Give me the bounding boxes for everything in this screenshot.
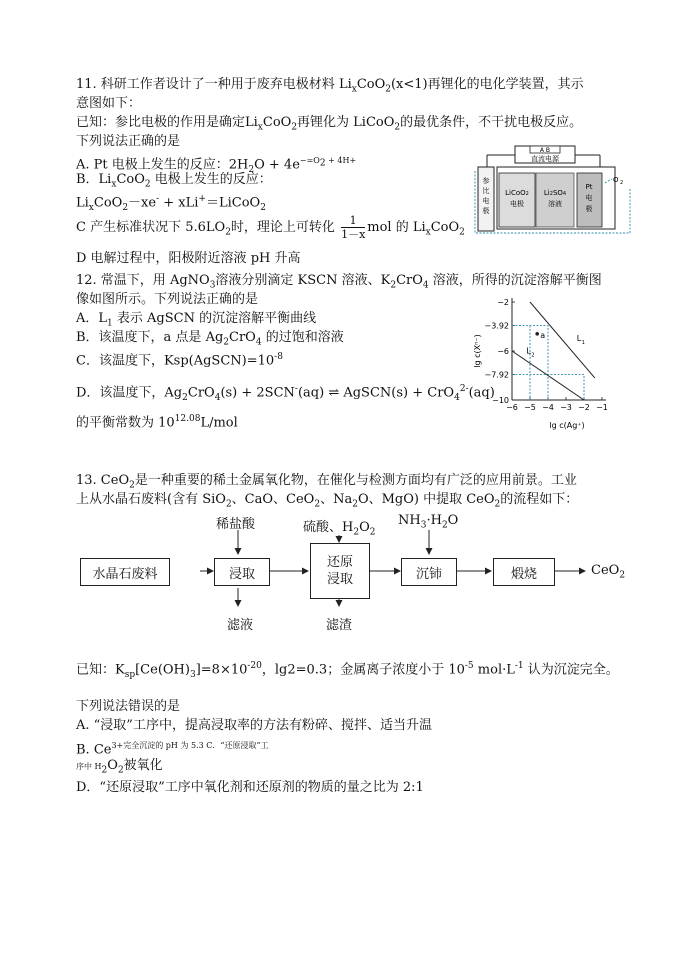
series-label-l1-sub: 1 [581, 340, 585, 347]
flow-box-raw-material: 水晶石废料 [80, 558, 170, 586]
y-tick-label: −3.92 [484, 321, 509, 331]
q11-ask: 下列说法正确的是 [76, 134, 181, 149]
q13-option-b: B. $Ce^{3+完全沉淀的 pH 为 5.3 C.“还原浸取”工}$ [76, 741, 269, 758]
x-tick-label: −2 [578, 403, 590, 412]
q11-stem-line1: 11. 科研工作者设计了一种用于废弃电极材料 $Li_xCoO_2(x<1)$再锂化的电化学装置，其示 [76, 77, 584, 95]
series-label-l2: L [526, 346, 531, 356]
y-tick-label: −6 [497, 347, 509, 356]
svg-text:O: O [613, 176, 619, 184]
series-label-l2-sub: 2 [531, 352, 535, 359]
svg-text:A B: A B [539, 147, 551, 154]
q12-option-d-line2: 的平衡常数为 $10^{12.08}L$/mol [76, 414, 238, 431]
fraction: $\frac{1}{1-x}$ [341, 214, 366, 241]
x-tick-label: −4 [542, 403, 554, 412]
q12-stem-line1: 12. 常温下，用 AgNO$_3$溶液分别滴定 KSCN 溶液、$K_2CrO_4$ 溶液，所得的沉淀溶解平衡图 [76, 273, 602, 291]
y-tick-label: −2 [497, 298, 509, 307]
x-tick-label: −5 [524, 403, 536, 412]
flow-input-h2so4-h2o2: 硫酸、$H_2O_2$ [303, 520, 376, 538]
q11-option-c: C 产生标准状况下 $5.6LO_2$时，理论上可转化 $\frac{1}{1-x}$ mol 的 $Li_xCoO_2$ [76, 214, 465, 241]
svg-text:参: 参 [482, 177, 490, 185]
point-a-label: a [540, 330, 546, 340]
x-tick-label: −1 [596, 403, 608, 412]
flow-output-ceo2: CeO$_2$ [591, 563, 626, 581]
svg-text:极: 极 [585, 205, 593, 213]
q13-option-d: D．“还原浸取”工序中氧化剂和还原剂的物质的量之比为 2:1 [76, 780, 424, 795]
svg-text:极: 极 [482, 207, 490, 215]
flow-box-reductive-leaching: 还原 浸取 [310, 543, 370, 599]
x-tick-label: −3 [560, 403, 572, 412]
y-tick-label: −7.92 [484, 370, 509, 380]
q11-option-b-equation: $Li_xCoO_2-xe^-$ + xLi+＝LiCoO$_2$ [76, 194, 266, 213]
svg-text:Pt: Pt [585, 183, 593, 191]
svg-text:电: 电 [482, 197, 490, 205]
svg-text:直流电源: 直流电源 [531, 155, 559, 163]
q11-option-a: A. Pt 电极上发生的反应：$2H_2O + 4e^{-=O_2 + 4H+}$ [76, 156, 357, 175]
series-label-l1: L [576, 334, 582, 344]
q11-option-d: D 电解过程中，阳极附近溶液 pH 升高 [76, 251, 301, 266]
q11-known: 已知：参比电极的作用是确定$Li_xCoO_2$再锂化为 LiCoO$_2$的最优条件，不干扰电极反应。 [76, 115, 583, 133]
q12-option-d: D．该温度下，$Ag_2CrO_4(s) + 2SCN^-(aq)$ ⇌ AgSCN(s) + CrO$_4^{2-}$(aq) [76, 384, 495, 403]
y-axis-label: lg c(Xⁿ⁻) [473, 334, 482, 368]
flow-output-residue: 滤渣 [326, 618, 353, 633]
q13-stem-line1: 13. CeO$_2$是一种重要的稀土金属氧化物，在催化与检测方面均有广泛的应用前景。工业 [76, 473, 577, 491]
flow-box-leaching: 浸取 [214, 558, 270, 586]
svg-text:电: 电 [585, 194, 593, 202]
svg-text:2: 2 [620, 180, 624, 186]
flow-input-hcl: 稀盐酸 [216, 517, 256, 532]
q13-option-a: A. “浸取”工序中，提高浸取率的方法有粉碎、搅拌、适当升温 [76, 718, 432, 733]
x-tick-label: −6 [506, 403, 518, 412]
q13-option-c-line2: 序中 $H_2O_2$被氧化 [76, 758, 163, 776]
flow-box-cerium-precipitation: 沉铈 [401, 558, 457, 586]
svg-text:LiCoO2: LiCoO2 [505, 189, 529, 197]
q12-option-a: A．$L_1$ 表示 AgSCN 的沉淀溶解平衡曲线 [76, 311, 317, 329]
electrolysis-diagram [470, 143, 635, 235]
svg-text:Li2SO4: Li2SO4 [543, 189, 567, 197]
solubility-equilibrium-chart [470, 292, 620, 437]
q13-known: 已知：$K_{sp}[Ce(OH)_3]=8\times 10^{-20}$，lg2=0.3；金属离子浓度小于 $10^{-5}$ $mol\cdot L^{-1}$ 认为沉淀完全。 [76, 661, 619, 680]
q11-option-b: B．$Li_xCoO_2$ 电极上发生的反应： [76, 172, 272, 190]
q12-option-b: B．该温度下，a 点是 $Ag_2CrO_4$ 的过饱和溶液 [76, 330, 344, 348]
svg-text:溶液: 溶液 [548, 200, 562, 208]
q12-option-c: C．该温度下，$Ksp(AgSCN)=10^{-8}$ [76, 352, 283, 369]
svg-text:比: 比 [482, 187, 490, 195]
x-axis-label: lg c(Ag⁺) [549, 421, 585, 430]
q13-stem-line2: 上从水晶石废料(含有 SiO$_2$、CaO、CeO$_2$、$Na_2O$、MgO) 中提取 CeO$_2$的流程如下： [76, 492, 579, 510]
y-tick-label: −10 [492, 396, 509, 405]
q11-stem-line2: 意图如下： [76, 96, 142, 111]
q13-ask: 下列说法错误的是 [76, 699, 181, 714]
svg-text:电极: 电极 [510, 200, 524, 208]
series-line-l1 [530, 302, 595, 378]
flow-box-calcination: 煅烧 [493, 558, 555, 586]
point-a [535, 332, 539, 336]
flow-output-filtrate: 滤液 [227, 618, 254, 633]
q12-stem-line2: 像如图所示。下列说法正确的是 [76, 292, 259, 307]
flow-input-ammonia: $NH_3\cdot H_2O$ [398, 513, 459, 531]
